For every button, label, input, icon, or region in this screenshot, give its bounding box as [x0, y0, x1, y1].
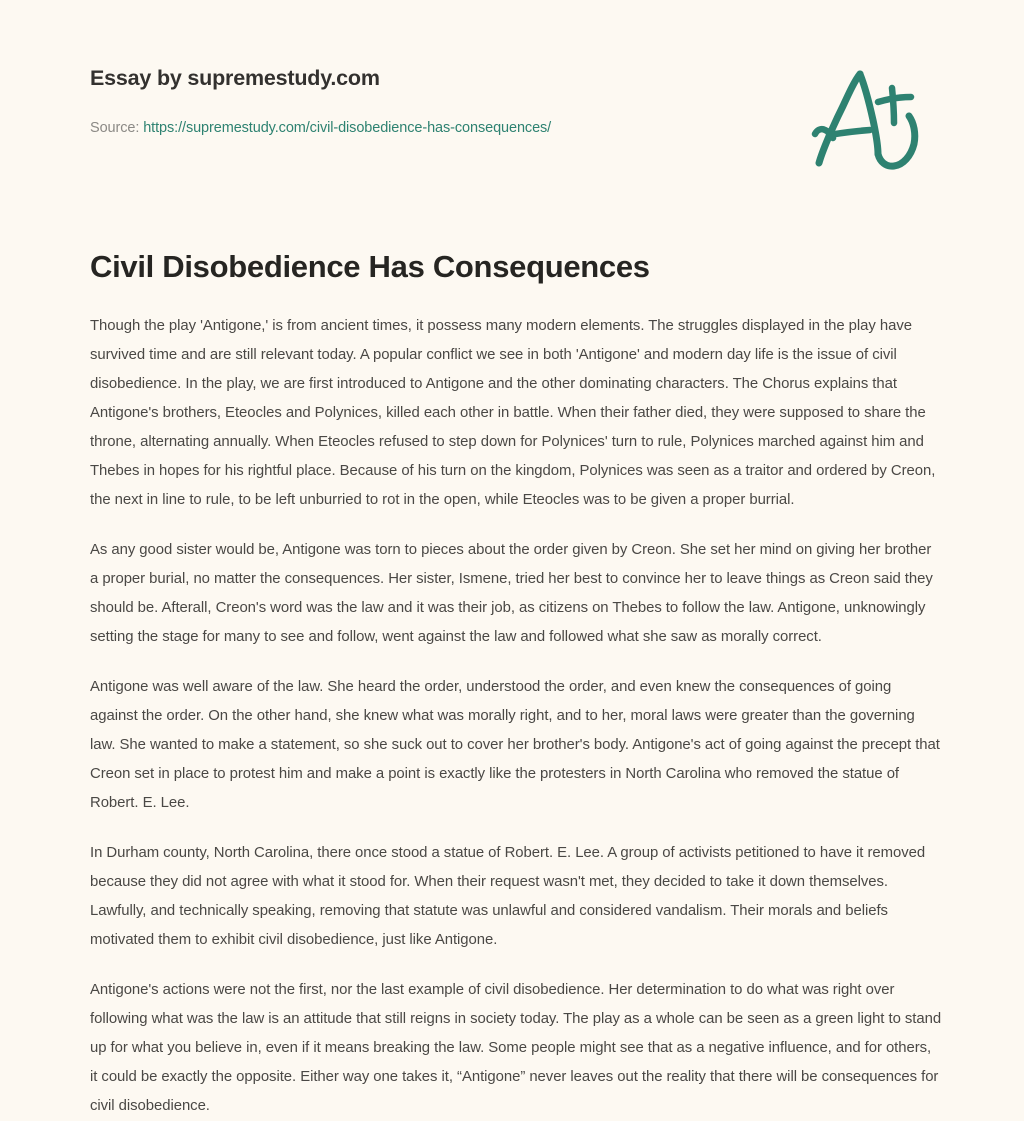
page-title: Civil Disobedience Has Consequences	[90, 249, 650, 284]
source-url-link[interactable]: https://supremestudy.com/civil-disobedience-has-consequences/	[143, 120, 552, 136]
paragraph: Though the play 'Antigone,' is from ancient times, it possess many modern elements. The struggles displayed in the play have survived time and are still relevant today. A popular conflict we see in both 'Antigone' and modern day life is the issue of civil disobedience. In the play, we are first introduced to Antigone and the other dominating characters. The Chorus explains that Antigone's brothers, Eteocles and Polynices, killed each other in battle. When their father died, they were supposed to share the throne, alternating annually. When Eteocles refused to step down for Polynices' turn to rule, Polynices marched against him and Thebes in hopes for his rightful place. Because of his turn on the kingdom, Polynices was seen as a traitor and ordered by Creon, the next in line to rule, to be left unburried to rot in the open, while Eteocles was to be given a proper burrial.	[90, 318, 936, 509]
source-line	[90, 120, 551, 136]
paragraph: In Durham county, North Carolina, there once stood a statue of Robert. E. Lee. A group of activists petitioned to have it removed because they did not agree with what it stood for. When their request wasn't met, they decided to take it down themselves. Lawfully, and technically speaking, removing that statute was unlawful and considered vandalism. Their morals and beliefs motivated them to exhibit civil disobedience, just like Antigone.	[90, 845, 926, 949]
article	[90, 248, 942, 1121]
paragraph: Antigone was well aware of the law. She heard the order, understood the order, and even knew the consequences of going against the order. On the other hand, she knew what was morally right, and to her, moral laws were greater than the governing law. She wanted to make a statement, so she suck out to cover her brother's body. Antigone's act of going against the precept that Creon set in place to protest him and make a point is exactly like the protesters in North Carolina who removed the statue of Robert. E. Lee.	[90, 679, 940, 812]
source-label: Source:	[90, 120, 140, 136]
page-header	[0, 0, 1024, 200]
article-body	[90, 312, 942, 1121]
a-plus-logo-icon	[808, 66, 928, 171]
paragraph: Antigone's actions were not the first, nor the last example of civil disobedience. Her determination to do what was right over following what was the law is an attitude that still reigns in society today. The play as a whole can be seen as a green light to stand up for what you believe in, even if it means breaking the law. Some people might see that as a negative influence, and for others, it could be exactly the opposite. Either way one takes it, “Antigone” never leaves out the reality that there will be consequences for civil disobedience.	[90, 982, 942, 1115]
paragraph: As any good sister would be, Antigone was torn to pieces about the order given by Creon. She set her mind on giving her brother a proper burial, no matter the consequences. Her sister, Ismene, tried her best to convince her to leave things as Creon said they should be. Afterall, Creon's word was the law and it was their job, as citizens on Thebes to follow the law. Antigone, unknowingly setting the stage for many to see and follow, went against the law and followed what she saw as morally correct.	[90, 542, 933, 646]
byline: Essay by supremestudy.com	[90, 66, 380, 90]
